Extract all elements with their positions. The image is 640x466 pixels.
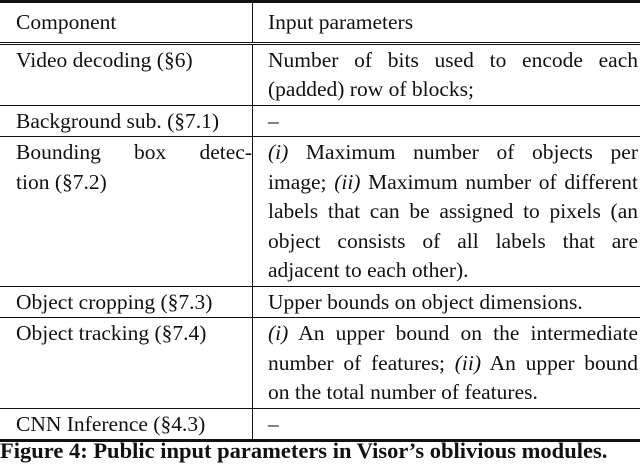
component-line-1: Bounding box detec- xyxy=(16,140,252,164)
component-cell: Object tracking (§7.4) xyxy=(0,318,253,409)
params-text-2: An upper bound on the total number of features. xyxy=(268,350,638,404)
table-row xyxy=(0,318,640,409)
table-row xyxy=(0,105,640,137)
enum-ii: (ii) xyxy=(454,350,482,375)
component-line-2: tion (§7.2) xyxy=(16,169,107,194)
component-cell: CNN Inference (§4.3) xyxy=(0,408,253,441)
table-header-row xyxy=(0,2,640,44)
component-cell: Video decoding (§6) xyxy=(0,43,253,105)
params-cell xyxy=(253,318,640,409)
table-row xyxy=(0,43,640,105)
header-input-parameters: Input parameters xyxy=(268,10,414,34)
params-cell: Upper bounds on object dimensions. xyxy=(268,289,583,314)
enum-i: (i) xyxy=(268,321,289,345)
figure-caption: Figure 4: Public input parameters in Visor’s oblivious modules. xyxy=(0,438,608,463)
component-cell xyxy=(0,137,253,287)
params-text-1: An upper bound on the intermediate number of features; xyxy=(268,321,638,375)
params-text-1: Maximum number of objects per image; xyxy=(268,140,638,194)
params-cell xyxy=(253,137,640,287)
component-cell: Background sub. (§7.1) xyxy=(0,105,253,137)
table-row xyxy=(0,408,640,441)
params-cell: – xyxy=(268,411,279,436)
enum-i: (i) xyxy=(268,140,289,164)
table-row xyxy=(0,286,640,318)
header-component: Component xyxy=(0,2,253,44)
params-cell: Number of bits used to encode each (padded) row of blocks; xyxy=(268,47,638,101)
table-row xyxy=(0,137,640,287)
component-cell: Object cropping (§7.3) xyxy=(0,286,253,318)
params-cell: – xyxy=(268,108,279,133)
enum-ii: (ii) xyxy=(334,169,361,194)
params-text-2: Maximum number of different labels that can be assigned to pixels (an object consists of all labels that are adjacent to each other). xyxy=(268,169,638,282)
